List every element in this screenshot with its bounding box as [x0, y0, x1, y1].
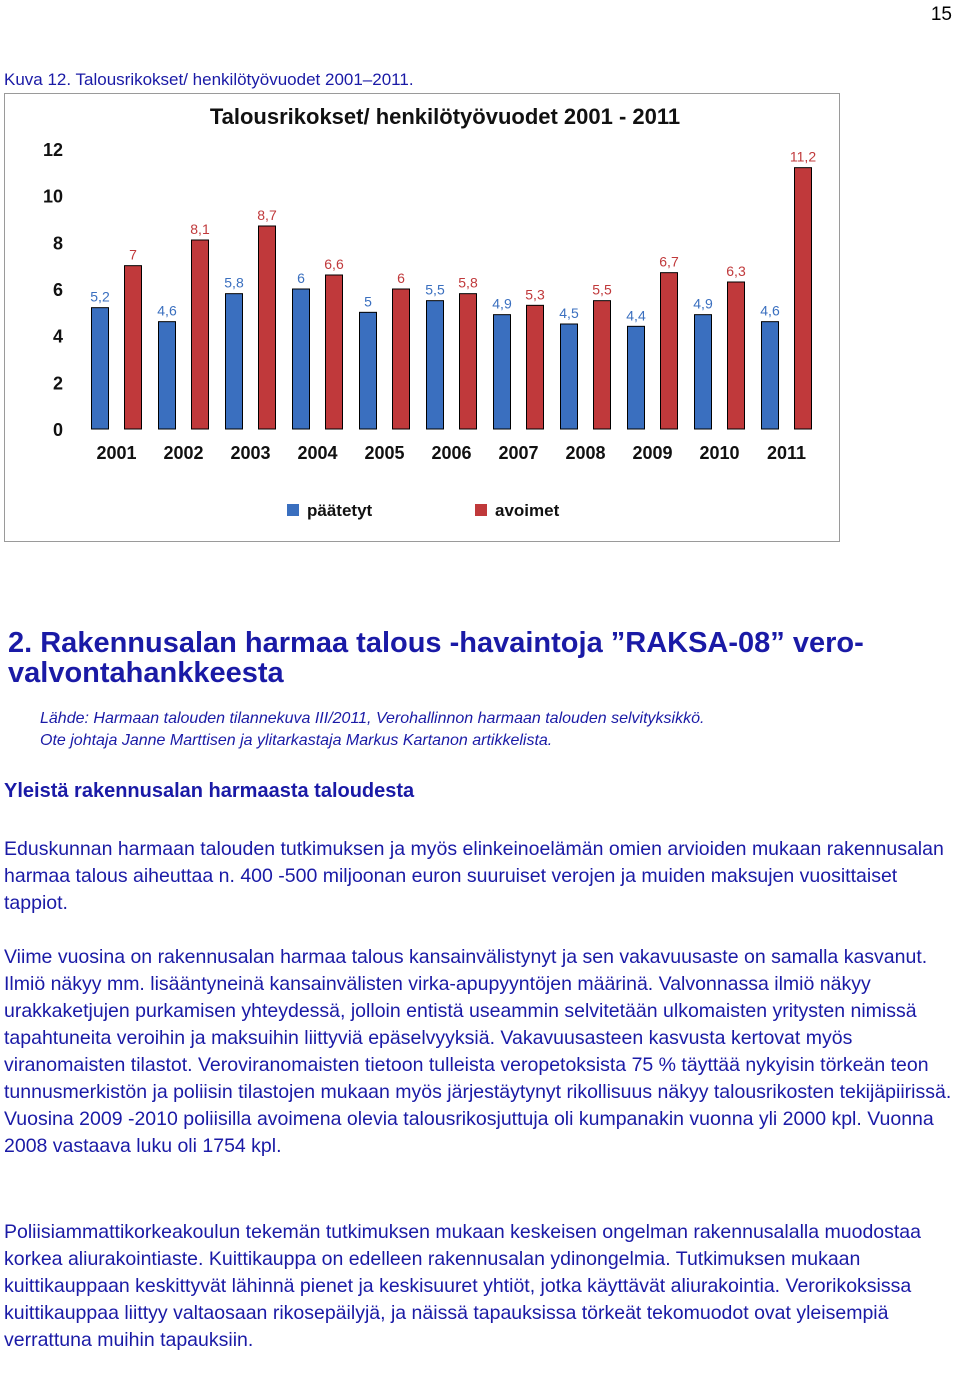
y-tick-label: 12 — [42, 140, 63, 160]
data-label: 4,6 — [760, 302, 780, 319]
paragraph-3: Poliisiammattikorkeakoulun tekemän tutkimuksen mukaan keskeisen ongelman rakennusalalla muodostaa korkea aliurakointiaste. Kuittikauppa on edelleen rakennusalan ydinongelmia. Tutkimuksen mukaan kuittikauppaan keskittyvät lähinnä pienet ja keskisuuret yhtiöt, jotka käyttävät aliurakointia. Verorikoksissa kuittikauppaa liittyy valtaosaan rikosepäilyjä, ja näissä tapauksissa törkeät tekomuodot ovat yleisempiä verrattuna muihin tapauksiin. — [4, 1221, 921, 1351]
data-label: 6 — [397, 270, 405, 286]
x-tick-label: 2007 — [498, 443, 539, 463]
y-tick-label: 0 — [52, 420, 63, 440]
bar-päätetyt — [360, 312, 377, 429]
y-tick-label: 6 — [52, 280, 63, 300]
x-tick-label: 2010 — [699, 443, 740, 463]
legend-swatch-päätetyt — [287, 504, 299, 516]
paragraph-1: Eduskunnan harmaan talouden tutkimuksen ja myös elinkeinoelämän omien arvioiden mukaan rakennusalan harmaa talous aiheuttaa n. 400 -500 miljoonan euron suuruiset verojen ja muiden maksujen vuosittaiset tappiot. — [4, 838, 944, 914]
data-label: 4,9 — [492, 295, 512, 312]
data-label: 4,4 — [626, 307, 646, 324]
x-tick-label: 2001 — [96, 443, 137, 463]
data-label: 8,1 — [190, 221, 210, 237]
chart-title: Talousrikokset/ henkilötyövuodet 2001 - 2011 — [209, 104, 681, 129]
bar-päätetyt — [561, 324, 578, 429]
paragraph-2: Viime vuosina on rakennusalan harmaa talous kansainvälistynyt ja sen vakavuusaste on samalla kasvanut. Ilmiö näkyy mm. lisääntyneinä kansainvälisten virka-apupyyntöjen määrinä. Valvonnassa ilmiö näkyy urakkaketjujen purkamisen yhteydessä, jolloin entistä useammin selvitetään ulkomaisten yritysten nimissä tapahtuneita veroihin ja maksuihin liittyviä epäselvyyksiä. Vakavuusasteen kasvusta kertovat myös viranomaisten tilastot. Veroviranomaisten tietoon tulleista veropetoksista 75 % täyttää nykyisin törkeän teon tunnusmerkistön ja poliisin tilastojen mukaan myös järjestäytynyt rikollisuus näkyy talousrikosten tekijäpiirissä. Vuosina 2009 -2010 poliisilla avoimena olevia talousrikosjuttuja oli kumpanakin vuonna yli 2000 kpl. Vuonna 2008 vastaava luku oli 1754 kpl. — [4, 946, 952, 1157]
data-label: 5,8 — [224, 274, 244, 291]
source-line-2: Ote johtaja Janne Marttisen ja ylitarkastaja Markus Kartanon artikkelista. — [40, 732, 553, 749]
x-tick-label: 2003 — [230, 443, 271, 463]
bar-avoimet — [460, 294, 477, 429]
data-label: 5,5 — [425, 281, 445, 298]
data-label: 11,2 — [789, 148, 817, 165]
data-label: 5 — [364, 293, 372, 310]
bar-päätetyt — [92, 308, 109, 429]
page-number: 15 — [930, 4, 952, 25]
bar-päätetyt — [427, 301, 444, 429]
x-tick-label: 2004 — [297, 443, 338, 463]
bar-päätetyt — [695, 315, 712, 429]
data-label: 6,3 — [726, 263, 746, 279]
bar-avoimet — [594, 301, 611, 429]
source-note — [40, 708, 704, 752]
bar-chart — [5, 94, 839, 541]
bar-avoimet — [393, 289, 410, 429]
legend-label: avoimet — [495, 501, 560, 520]
bar-päätetyt — [226, 294, 243, 429]
x-tick-label: 2011 — [766, 443, 807, 463]
source-line-1: Lähde: Harmaan talouden tilannekuva III/2011, Verohallinnon harmaan talouden selvityksikkö. — [40, 710, 705, 727]
bar-avoimet — [527, 305, 544, 429]
figure-caption: Kuva 12. Talousrikokset/ henkilötyövuodet 2001–2011. — [4, 70, 414, 89]
data-label: 5,5 — [592, 281, 612, 298]
bar-päätetyt — [628, 326, 645, 429]
bar-avoimet — [728, 282, 745, 429]
x-tick-label: 2008 — [565, 443, 606, 463]
chart-frame — [4, 93, 840, 542]
x-tick-label: 2006 — [431, 443, 472, 463]
bar-avoimet — [661, 273, 678, 429]
y-tick-label: 10 — [42, 186, 63, 207]
bar-päätetyt — [159, 322, 176, 429]
bar-päätetyt — [293, 289, 310, 429]
data-label: 7 — [129, 246, 137, 263]
data-label: 6,7 — [659, 253, 679, 270]
bar-avoimet — [795, 168, 812, 429]
data-label: 4,6 — [157, 302, 177, 319]
data-label: 4,9 — [693, 295, 713, 312]
x-tick-label: 2002 — [163, 443, 204, 463]
bar-avoimet — [125, 266, 142, 429]
y-tick-label: 8 — [52, 233, 63, 254]
subheading: Yleistä rakennusalan harmaasta taloudesta — [4, 780, 415, 802]
data-label: 6 — [297, 270, 305, 286]
data-label: 6,6 — [324, 256, 344, 272]
data-label: 5,8 — [458, 274, 478, 291]
y-tick-label: 2 — [52, 373, 63, 394]
bar-päätetyt — [762, 322, 779, 429]
legend-swatch-avoimet — [475, 504, 487, 516]
x-tick-label: 2009 — [632, 443, 673, 463]
data-label: 5,3 — [525, 286, 545, 303]
data-label: 5,2 — [90, 288, 110, 305]
bar-päätetyt — [494, 315, 511, 429]
x-tick-label: 2005 — [364, 443, 405, 463]
legend-label: päätetyt — [307, 501, 373, 520]
data-label: 4,5 — [559, 305, 579, 321]
data-label: 8,7 — [257, 207, 277, 223]
y-tick-label: 4 — [52, 326, 63, 347]
section-heading: 2. Rakennusalan harmaa talous -havaintoja ”RAKSA-08” verovalvontahankkeesta — [8, 627, 864, 689]
bar-avoimet — [326, 275, 343, 429]
bar-avoimet — [259, 226, 276, 429]
bar-avoimet — [192, 240, 209, 429]
